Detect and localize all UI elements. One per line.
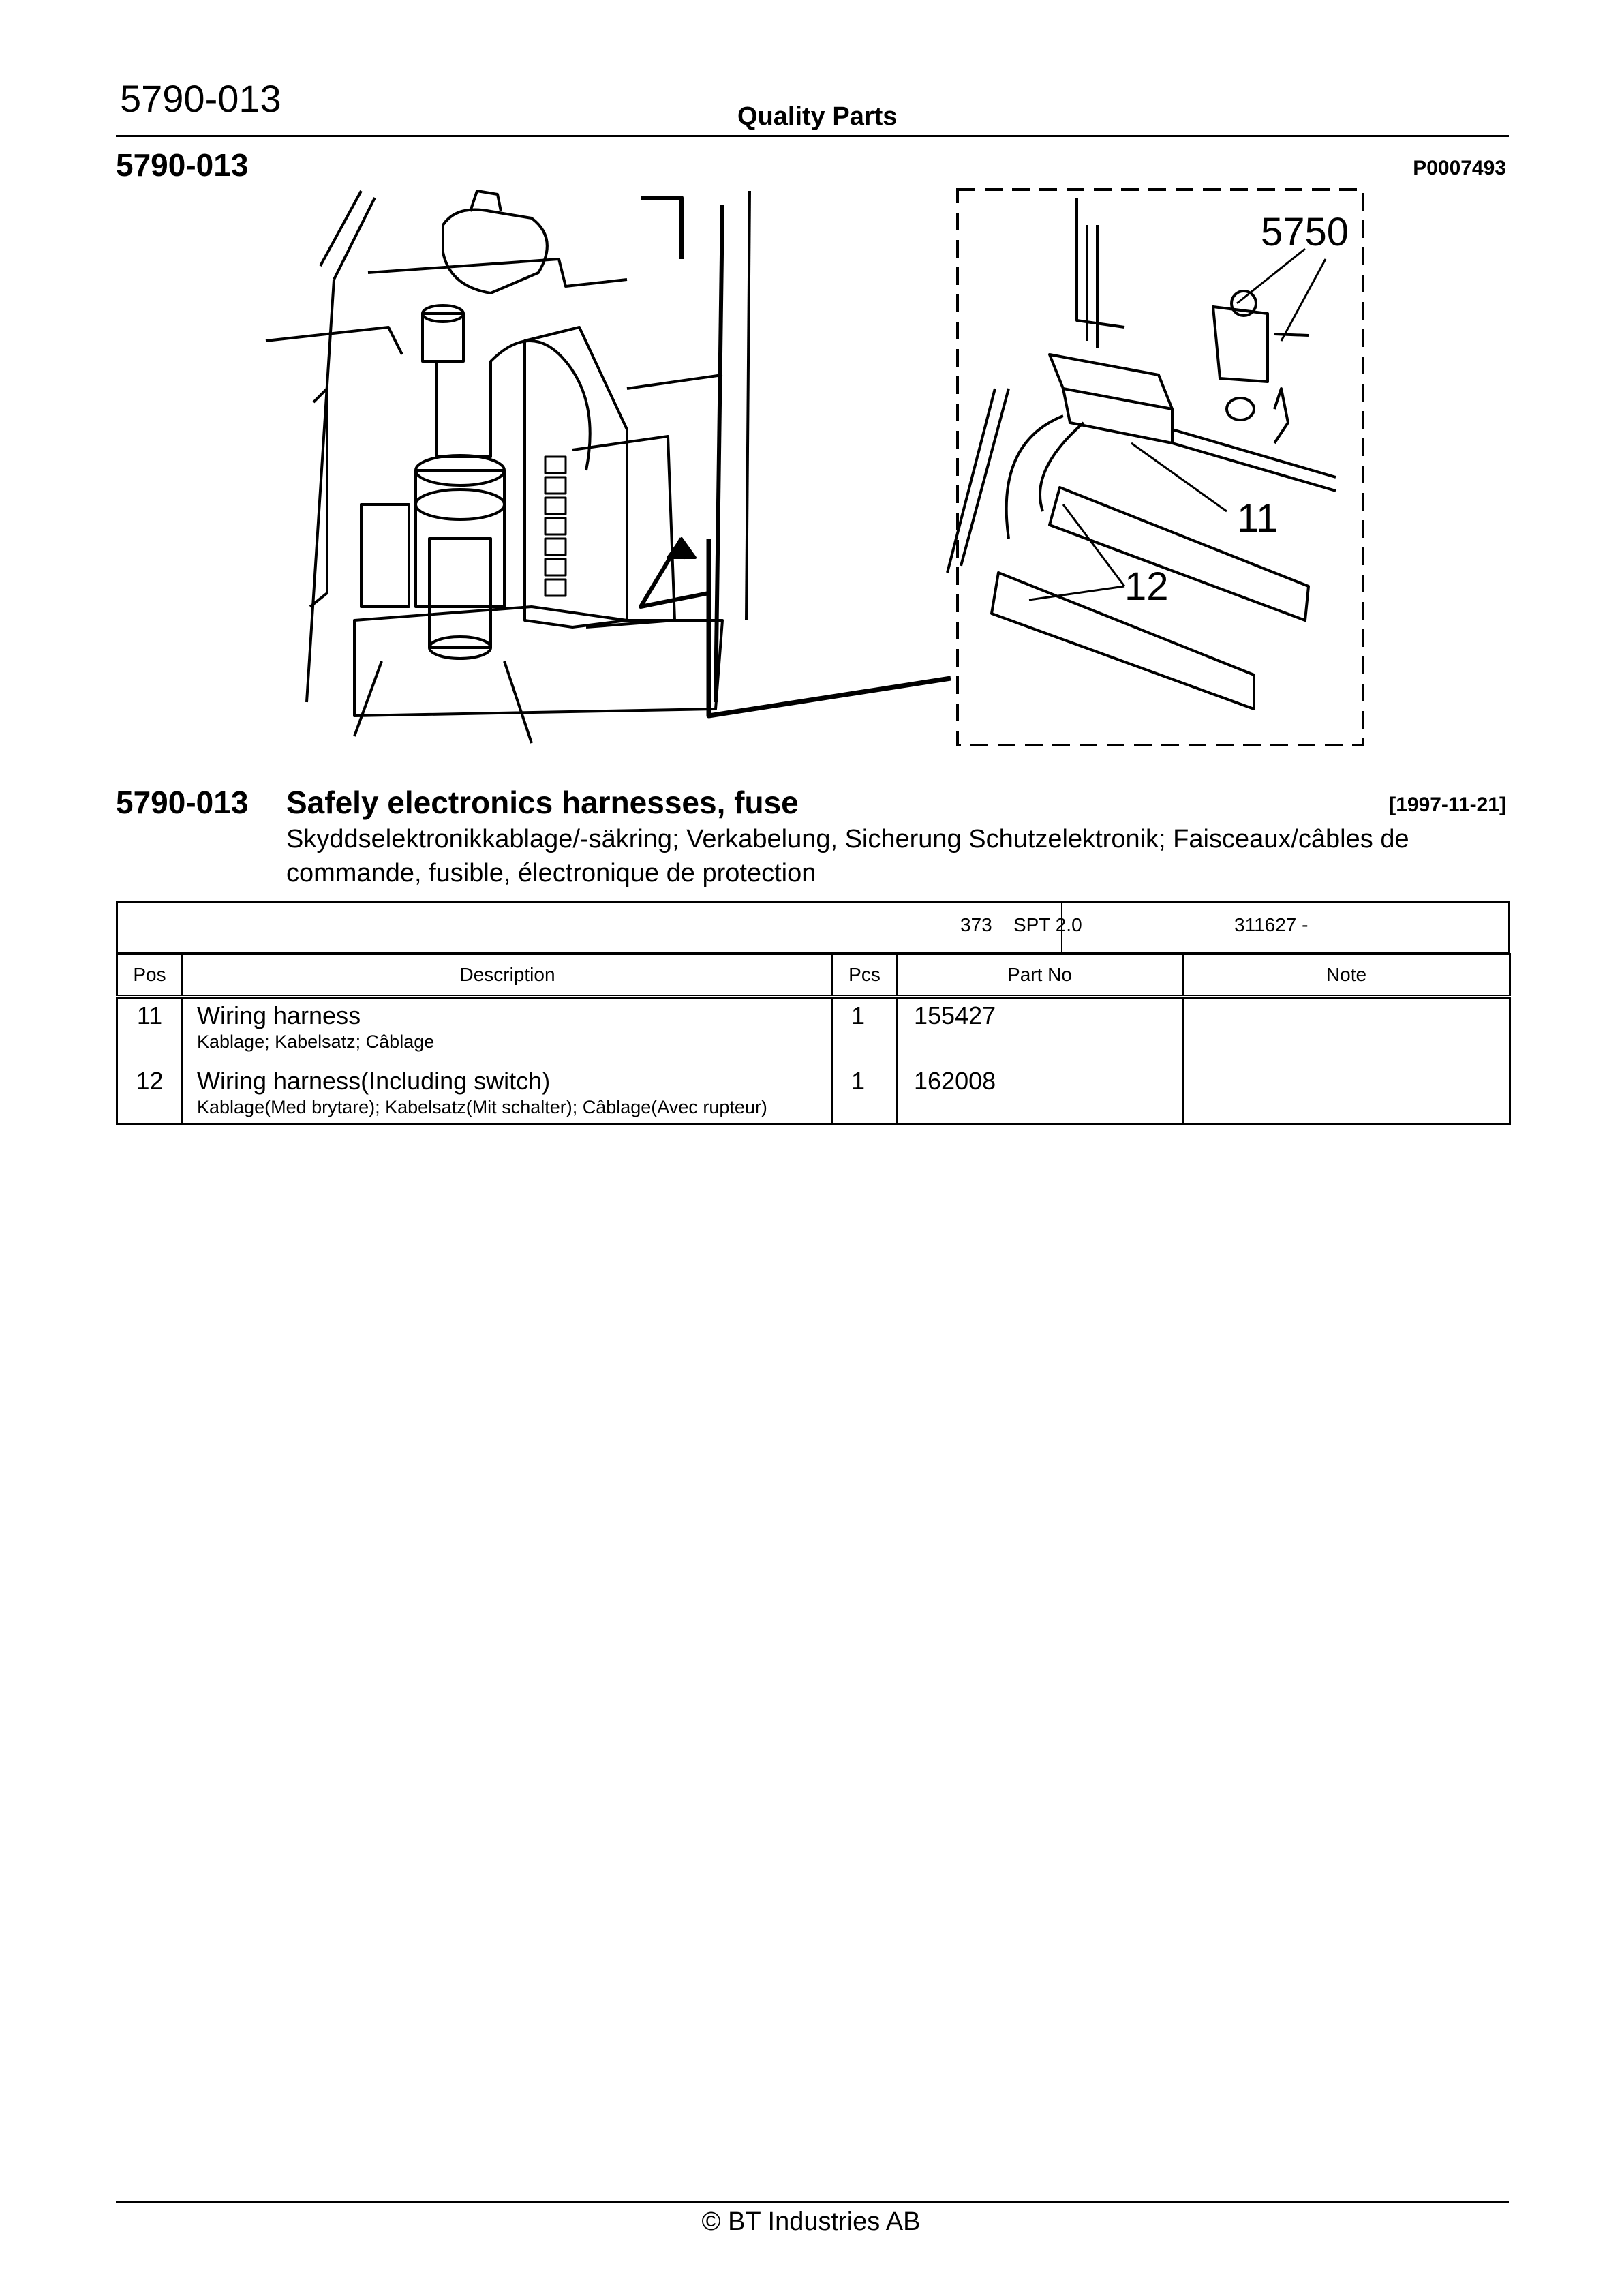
table-header-row xyxy=(117,954,1510,997)
parts-table xyxy=(116,953,1511,1125)
group-translations: Skyddselektronikkablage/-säkring; Verkabelung, Sicherung Schutzelektronik; Faisceaux/câbles de commande, fusible, électronique de protection xyxy=(286,825,1409,888)
section-code: 5790-013 xyxy=(116,147,249,183)
header-pcs: Pcs xyxy=(833,954,897,997)
row-description-translation: Kablage(Med brytare); Kabelsatz(Mit schalter); Câblage(Avec rupteur) xyxy=(197,1097,767,1117)
callout-5750: 5750 xyxy=(1261,210,1349,254)
table-row xyxy=(117,997,1510,1053)
row-pcs: 1 xyxy=(833,1053,897,1124)
row-pos: 12 xyxy=(117,1053,183,1124)
row-description-main: Wiring harness(Including switch) xyxy=(197,1067,551,1095)
header-rule xyxy=(116,135,1509,137)
group-title: Safely electronics harnesses, fuse xyxy=(286,785,799,820)
footer-rule xyxy=(116,2201,1509,2203)
group-code: 5790-013 xyxy=(116,785,249,820)
row-part-no: 162008 xyxy=(897,1053,1183,1124)
model-number: 373 xyxy=(960,914,992,935)
row-description xyxy=(183,1053,833,1124)
row-note xyxy=(1183,997,1510,1053)
header-note: Note xyxy=(1183,954,1510,997)
callout-12: 12 xyxy=(1124,564,1169,609)
row-description xyxy=(183,997,833,1053)
model-info-box xyxy=(116,901,1510,954)
header-pos: Pos xyxy=(117,954,183,997)
row-pcs: 1 xyxy=(833,997,897,1053)
footer-copyright: © BT Industries AB xyxy=(701,2207,921,2236)
row-pos: 11 xyxy=(117,997,183,1053)
exploded-parts-illustration xyxy=(245,184,1377,750)
row-description-translation: Kablage; Kabelsatz; Câblage xyxy=(197,1031,435,1052)
row-note xyxy=(1183,1053,1510,1124)
picture-reference: P0007493 xyxy=(1413,157,1506,179)
header-title: Quality Parts xyxy=(737,102,898,131)
table-row xyxy=(117,1053,1510,1124)
document-number: 5790-013 xyxy=(120,77,281,120)
serial-range: 311627 - xyxy=(1234,914,1309,935)
callout-11: 11 xyxy=(1237,496,1279,541)
row-description-main: Wiring harness xyxy=(197,1001,361,1029)
row-part-no: 155427 xyxy=(897,997,1183,1053)
group-date: [1997-11-21] xyxy=(1389,794,1506,816)
model-version: SPT 2.0 xyxy=(1013,914,1082,935)
header-part-no: Part No xyxy=(897,954,1183,997)
header-description: Description xyxy=(183,954,833,997)
